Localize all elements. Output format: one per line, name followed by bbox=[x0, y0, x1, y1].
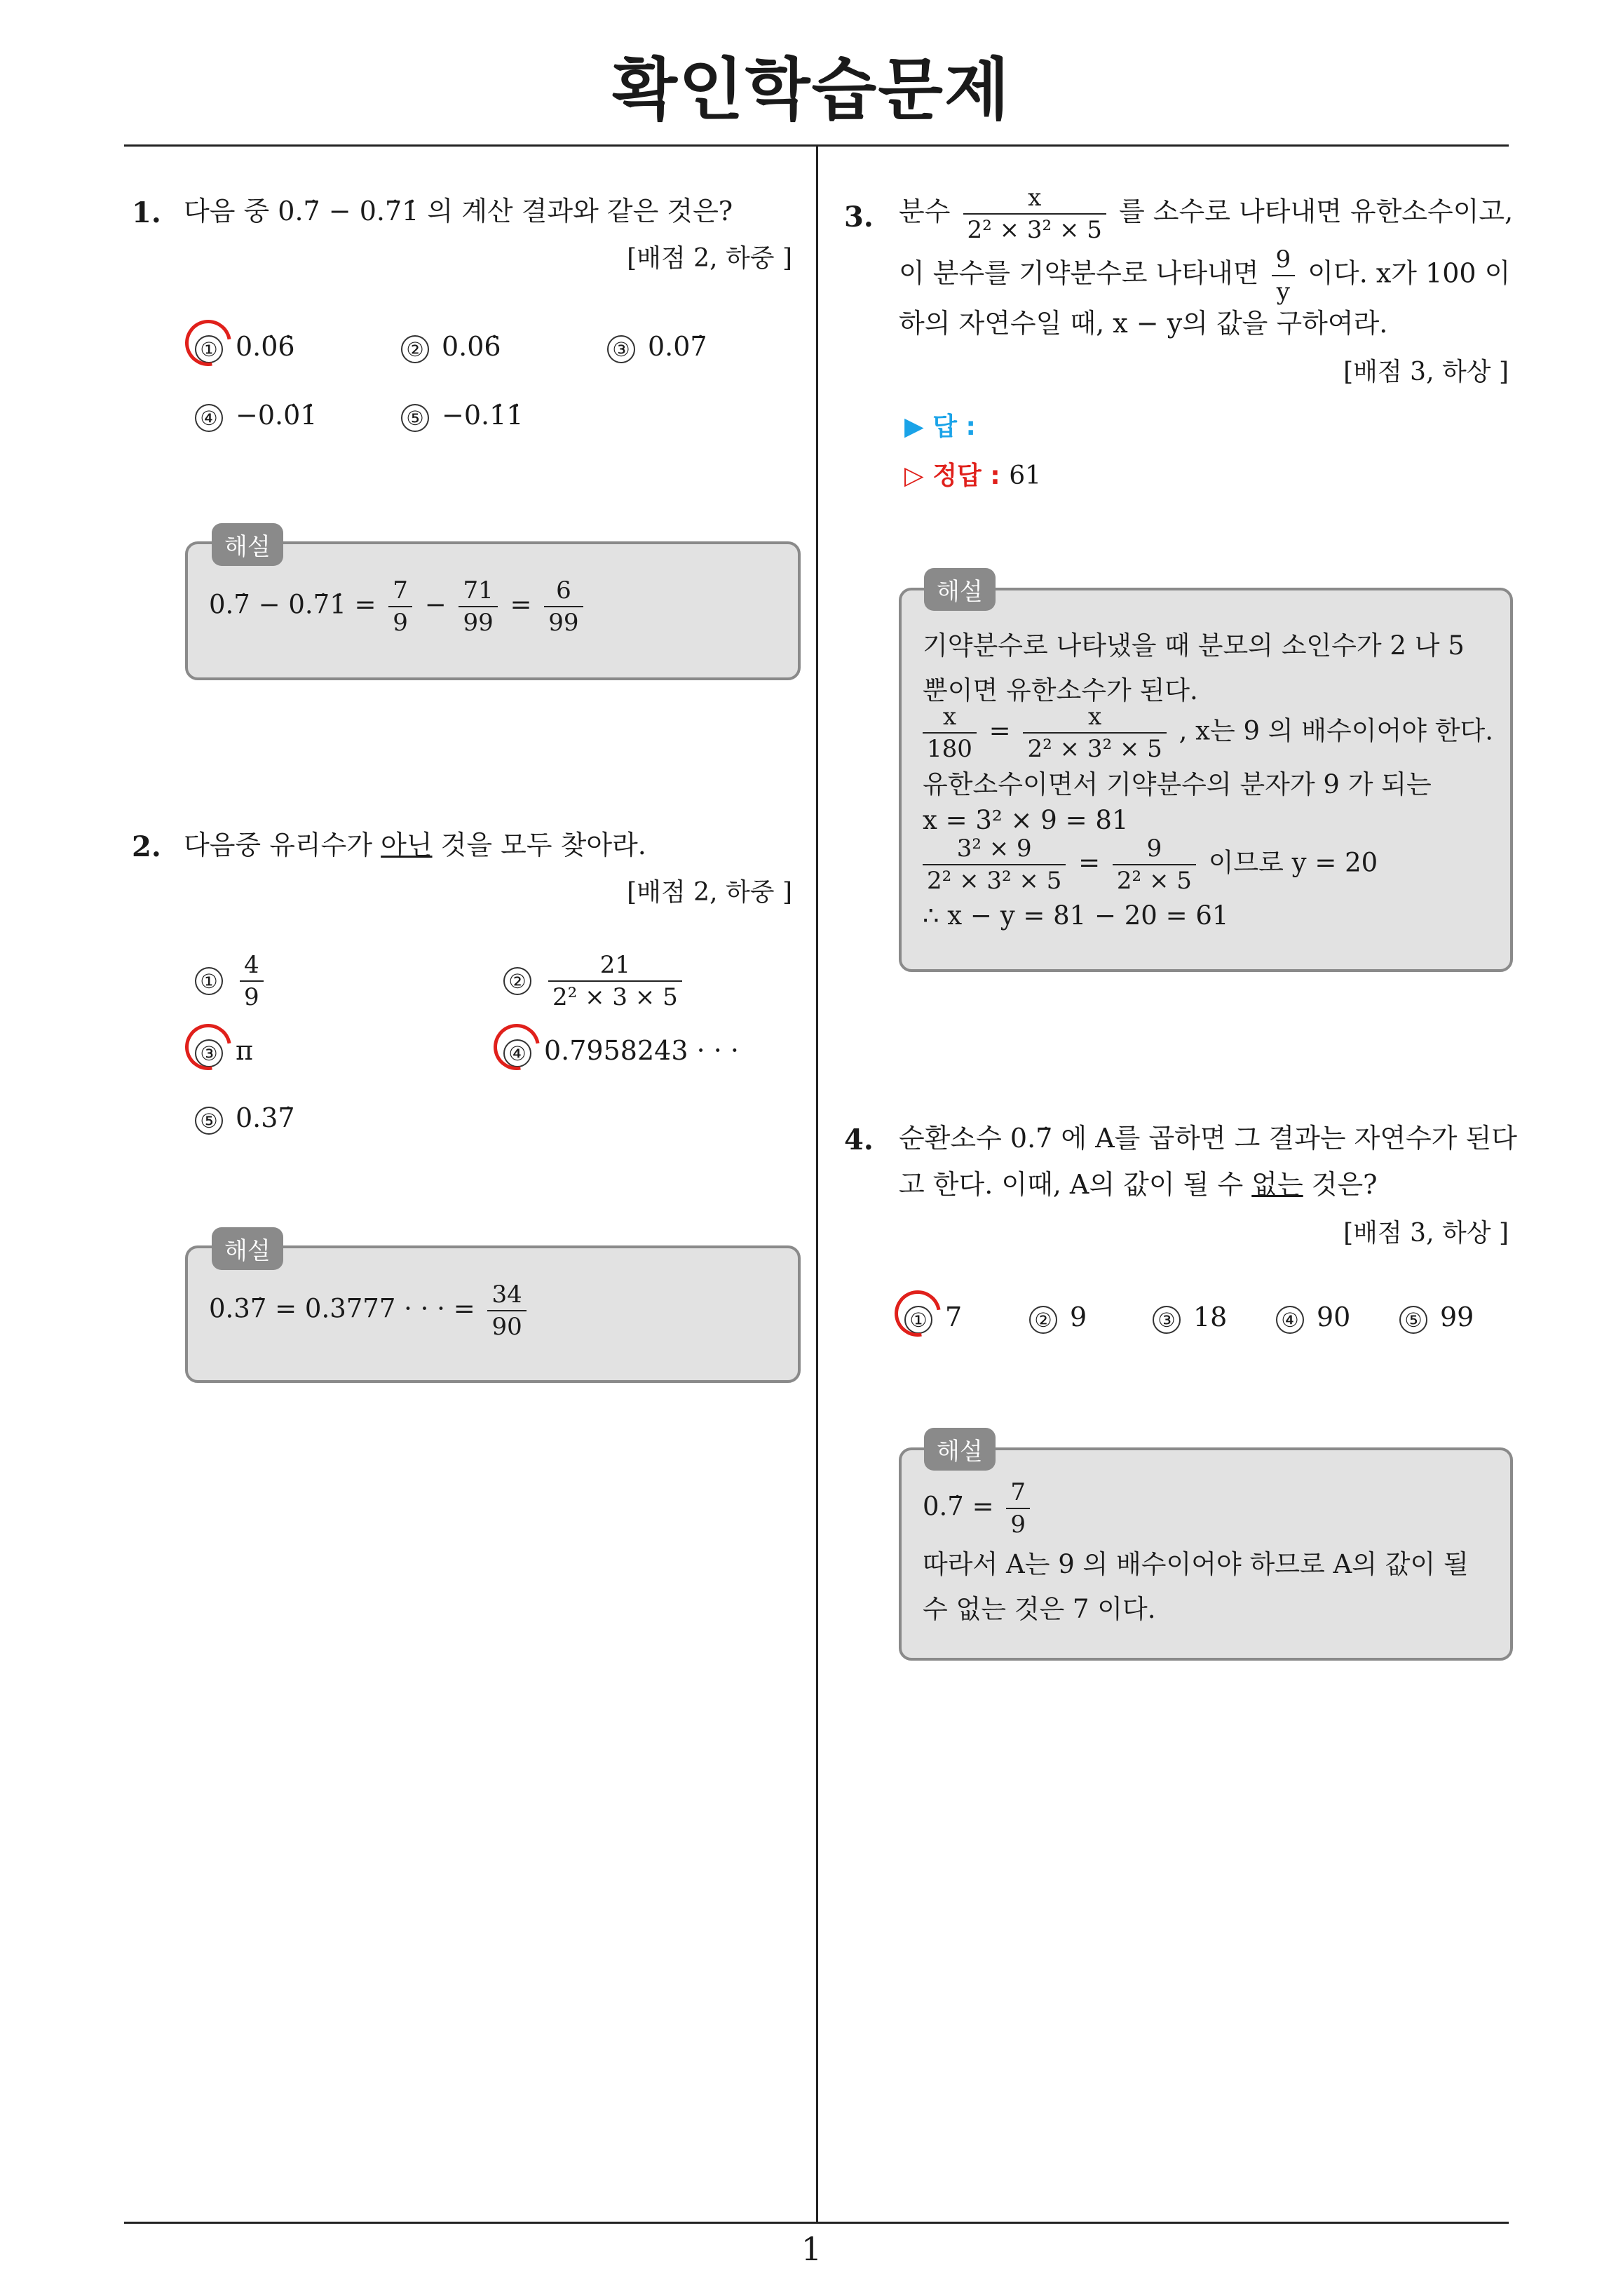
solution-line: 유한소수이면서 기약분수의 분자가 9 가 되는 bbox=[923, 769, 1432, 799]
solution-line: 따라서 A는 9 의 배수이어야 하므로 A의 값이 될 bbox=[923, 1549, 1469, 1579]
answer-mark-icon bbox=[484, 1015, 549, 1079]
choice-1[interactable]: ① $\frac{4}{9}$ bbox=[195, 951, 268, 1011]
solution-box bbox=[899, 1447, 1513, 1661]
question-number: 2. bbox=[132, 830, 161, 863]
solution-line: 0.7̇ = $\frac{7}{9}$ bbox=[923, 1478, 1034, 1539]
question-line-2: 고 한다. 이때, A의 값이 될 수 없는 것은? bbox=[899, 1169, 1378, 1200]
choice-number: ① bbox=[904, 1306, 932, 1334]
choice-value: 7 bbox=[945, 1302, 963, 1332]
score-label: [배점 3, 하상 ] bbox=[1343, 1219, 1509, 1248]
solution-line: 기약분수로 나타냈을 때 분모의 소인수가 2 나 5 bbox=[923, 630, 1465, 661]
score-label: [배점 2, 하중 ] bbox=[627, 244, 792, 273]
solution-line: 뿐이면 유한소수가 된다. bbox=[923, 675, 1198, 705]
choice-number: ① bbox=[195, 335, 223, 363]
question-line-2: 이 분수를 기약분수로 나타내면 $\frac{9}{y}$ 이다. x가 100 이 bbox=[899, 245, 1511, 306]
choice-2[interactable] bbox=[401, 331, 501, 363]
choice-number: ③ bbox=[195, 1039, 223, 1067]
solution-equation: 0.37̇ = 0.3777 · · · = $\frac{34}{90}$ bbox=[209, 1281, 531, 1341]
solution-line: $\frac{x}{180}$ = $\frac{x}{\text{2² × 3² × 5}}$ , x는 9 의 배수이어야 한다. bbox=[923, 703, 1493, 763]
choice-number: ② bbox=[401, 335, 429, 363]
solution-tag: 해설 bbox=[212, 1227, 283, 1270]
solution-line: $\frac{\text{3² × 9}}{\text{2² × 3² × 5}}$ = $\frac{9}{\text{2² × 5}}$ 이므로 y = 20 bbox=[923, 835, 1378, 895]
choice-value: −0.1̇1̇ bbox=[442, 400, 524, 431]
question-number: 3. bbox=[844, 201, 874, 234]
choice-value: 90 bbox=[1317, 1302, 1351, 1332]
choice-5[interactable] bbox=[195, 1102, 295, 1135]
question-number: 4. bbox=[844, 1123, 874, 1156]
choice-number: ② bbox=[503, 967, 531, 995]
choice-value: 99 bbox=[1440, 1302, 1474, 1332]
choice-3[interactable] bbox=[607, 331, 707, 363]
choice-value: 0.07̇ bbox=[648, 331, 707, 362]
choice-value: −0.0̇1̇ bbox=[236, 400, 318, 431]
score-label: [배점 3, 하상 ] bbox=[1343, 358, 1509, 386]
solution-tag: 해설 bbox=[212, 523, 283, 566]
question-text: 다음 중 0.7̇ − 0.7̇1̇ 의 계산 결과와 같은 것은? bbox=[184, 196, 733, 227]
choice-value: 0.37̇ bbox=[236, 1102, 295, 1133]
choice-number: ④ bbox=[503, 1039, 531, 1067]
choice-2[interactable]: ② $\frac{21}{\text{2² × 3 × 5}}$ bbox=[503, 951, 686, 1011]
choice-value: 0.0̇6̇ bbox=[236, 331, 295, 362]
choice-number: ① bbox=[195, 967, 223, 995]
choice-number: ⑤ bbox=[195, 1107, 223, 1135]
choice-5[interactable] bbox=[401, 400, 523, 432]
question-line-3: 하의 자연수일 때, x − y의 값을 구하여라. bbox=[899, 308, 1388, 339]
choice-number: ③ bbox=[607, 335, 635, 363]
solution-line: 수 없는 것은 7 이다. bbox=[923, 1594, 1156, 1624]
choice-5[interactable] bbox=[1399, 1302, 1474, 1334]
choice-value: π bbox=[236, 1035, 253, 1066]
choice-number: ⑤ bbox=[1399, 1306, 1427, 1334]
choice-3[interactable] bbox=[1153, 1302, 1227, 1334]
answer-mark-icon bbox=[885, 1281, 950, 1346]
solution-tag: 해설 bbox=[924, 568, 996, 611]
column-divider bbox=[816, 146, 818, 2224]
choice-4[interactable] bbox=[195, 400, 317, 432]
choice-number: ② bbox=[1029, 1306, 1057, 1334]
choice-number: ④ bbox=[1276, 1306, 1304, 1334]
answer-mark-icon bbox=[176, 1015, 240, 1079]
solution-line: x = 3² × 9 = 81 bbox=[923, 805, 1129, 835]
page-title: 확인학습문제 bbox=[612, 50, 1011, 129]
question-number: 1. bbox=[132, 196, 161, 229]
page-number: 1 bbox=[801, 2230, 822, 2268]
question-line-1: 순환소수 0.7̇ 에 A를 곱하면 그 결과는 자연수가 된다 bbox=[899, 1123, 1517, 1154]
answer-mark-icon bbox=[176, 311, 240, 375]
choice-value: 0.7958243 · · · bbox=[544, 1035, 739, 1066]
choice-number: ⑤ bbox=[401, 404, 429, 432]
answer-label: ▶ 답 : bbox=[904, 412, 976, 441]
solution-tag: 해설 bbox=[924, 1428, 996, 1471]
choice-2[interactable] bbox=[1029, 1302, 1087, 1334]
score-label: [배점 2, 하중 ] bbox=[627, 878, 792, 907]
solution-box bbox=[899, 588, 1513, 972]
question-text: 다음중 유리수가 아닌 것을 모두 찾아라. bbox=[184, 830, 646, 860]
choice-value: 0.06̇ bbox=[442, 331, 501, 362]
solution-equation: 0.7̇ − 0.7̇1̇ = $\frac{7}{9}$ − $\frac{71}{99}$ = $\frac{6}{99}$ bbox=[209, 576, 588, 637]
correct-answer-label: ▷ 정답 : 61 bbox=[904, 461, 1042, 490]
question-line-1: 분수 $\frac{x}{\text{2² × 3² × 5}}$ 를 소수로 나타내면 유한소수이고, bbox=[899, 184, 1514, 244]
choice-number: ③ bbox=[1153, 1306, 1181, 1334]
choice-value: 18 bbox=[1193, 1302, 1228, 1332]
bottom-divider bbox=[124, 2222, 1509, 2224]
choice-4[interactable] bbox=[1276, 1302, 1350, 1334]
solution-line: ∴ x − y = 81 − 20 = 61 bbox=[923, 900, 1229, 931]
choice-value: 9 bbox=[1070, 1302, 1087, 1332]
choice-number: ④ bbox=[195, 404, 223, 432]
